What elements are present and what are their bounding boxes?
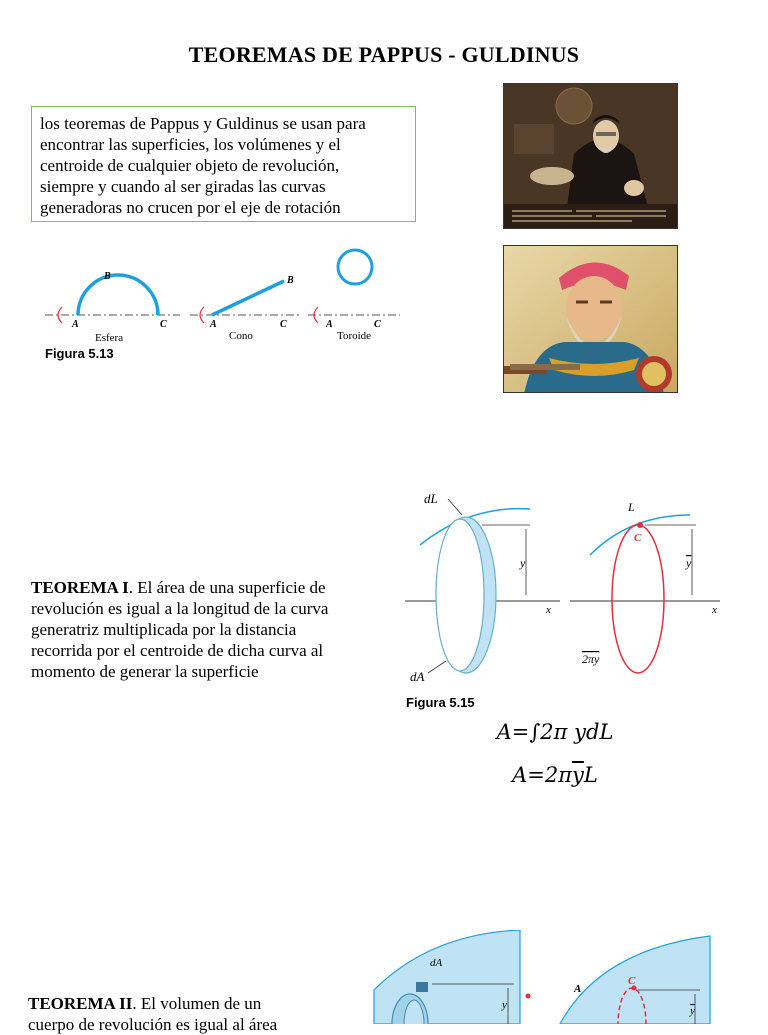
centroid-point — [637, 522, 643, 528]
semicircle-curve — [78, 275, 158, 315]
theorem-2-line: . El volumen de un — [132, 994, 262, 1013]
point-a-label: A — [326, 319, 333, 330]
centroid-path-curve — [612, 525, 664, 673]
two-pi-ybar-label: 2πy — [582, 652, 600, 666]
shape-label-cono: Cono — [229, 330, 253, 342]
guldinus-portrait — [503, 83, 678, 229]
theorem-2-first-line — [28, 993, 328, 1014]
theorem-1-line: recorrida por el centroide de dicha curva al — [31, 641, 324, 660]
theorem-1-line: generatriz multiplicada por la distancia — [31, 620, 297, 639]
a-label: A — [574, 983, 582, 995]
figure-caption: Figura 5.13 — [45, 346, 114, 361]
ybar-label: y — [690, 1005, 695, 1017]
x-label: x — [546, 604, 551, 616]
da-leader-line — [428, 661, 446, 673]
point-a-label: A — [72, 319, 79, 330]
pappus-portrait — [503, 245, 678, 393]
intro-line: los teoremas de Pappus y Guldinus se usan para — [40, 114, 366, 133]
cone-line-curve — [212, 281, 284, 315]
formula-part: L — [583, 763, 598, 787]
theorem-1-heading: TEOREMA I — [31, 578, 129, 597]
theorem-2-heading: TEOREMA II — [28, 994, 133, 1013]
figure-5-13 — [40, 245, 410, 365]
formula-ybar: $\overline{y}$ — [572, 763, 584, 787]
ybar-label: y — [686, 556, 692, 570]
da-label: dA — [410, 669, 425, 684]
theorem-2-line: cuerpo de revolución es igual al área — [28, 1015, 278, 1034]
torus-circle-curve — [338, 250, 372, 284]
dl-leader-line — [448, 499, 462, 515]
c-label: C — [628, 975, 636, 987]
theorem-2-text — [28, 993, 328, 1035]
formula-area-centroid — [470, 763, 640, 787]
intro-line: centroide de cualquier objeto de revolución, — [40, 156, 340, 175]
point-c-label: C — [280, 319, 287, 330]
x-label: x — [712, 604, 717, 616]
intro-box — [31, 106, 416, 222]
point-a-label: A — [210, 319, 217, 330]
figure-volume — [370, 930, 720, 1024]
point-c-label: C — [160, 319, 167, 330]
formula-part: A=2π — [512, 763, 573, 787]
y-label: y — [502, 999, 507, 1011]
theorem-1-first-line — [31, 577, 381, 598]
theorem-1-line: . El área de una superficie de — [128, 578, 326, 597]
dl-label: dL — [424, 491, 438, 506]
point-c-label: C — [374, 319, 381, 330]
shape-label-toroide: Toroide — [337, 330, 372, 342]
da-label: dA — [430, 957, 443, 969]
page-title: TEOREMAS DE PAPPUS - GULDINUS — [188, 42, 580, 67]
c-label: C — [634, 532, 642, 544]
point-b-label: B — [104, 271, 111, 282]
figure-5-15 — [400, 485, 730, 715]
figure-caption: Figura 5.15 — [406, 695, 475, 710]
centroid-point — [526, 994, 531, 999]
intro-line: siempre y cuando al ser giradas las curvas — [40, 177, 326, 196]
theorem-1-line: momento de generar la superficie — [31, 662, 259, 681]
formula-area-integral: A=∫2π ydL — [496, 720, 614, 744]
intro-line: generadoras no crucen por el eje de rotación — [40, 198, 341, 217]
l-label: L — [628, 500, 635, 514]
y-label: y — [520, 556, 526, 570]
da-element — [416, 982, 428, 992]
shape-label-esfera: Esfera — [95, 332, 124, 344]
ring-inner — [436, 519, 484, 671]
point-b-label: B — [287, 275, 294, 286]
theorem-1-line: revolución es igual a la longitud de la curva — [31, 599, 329, 618]
theorem-1-text — [31, 577, 381, 682]
intro-line: encontrar las superficies, los volúmenes y el — [40, 135, 341, 154]
